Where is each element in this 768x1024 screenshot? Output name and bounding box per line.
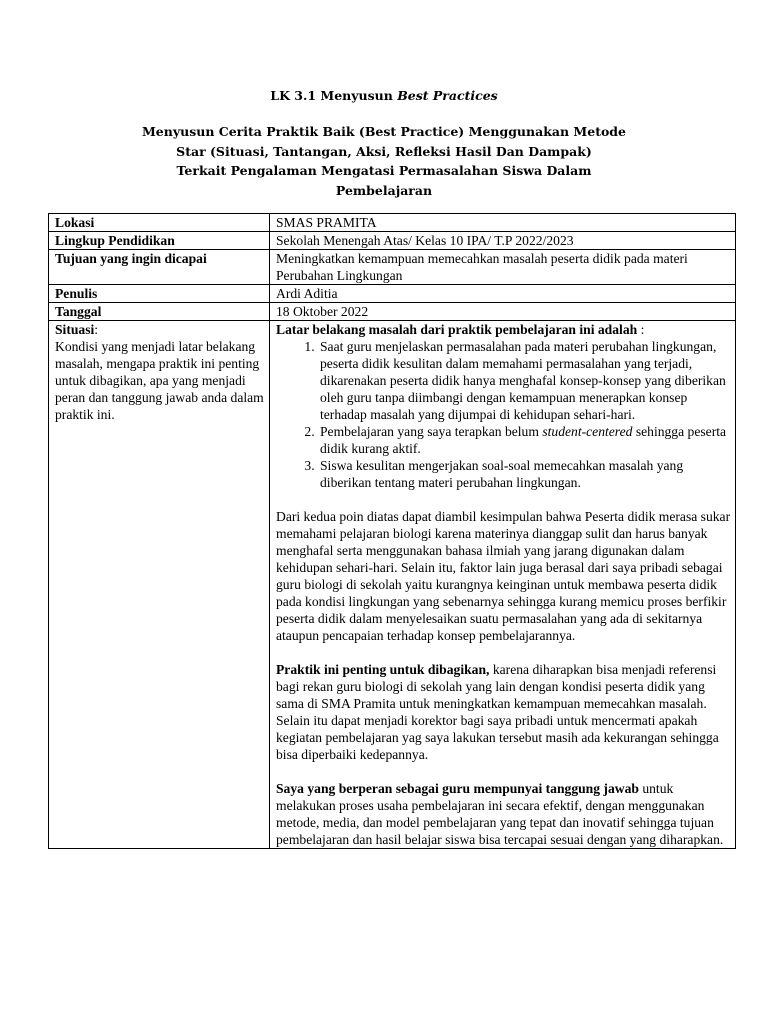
- situasi-description: Kondisi yang menjadi latar belakang masalah, mengapa praktik ini penting untuk dibagikan, apa yang menjadi peran dan tanggung jawab anda dalam praktik ini.: [55, 339, 264, 422]
- item-two-italic: student-centered: [542, 424, 633, 439]
- table-row-lingkup: [49, 232, 736, 250]
- item-two-end: sehingga peserta didik kurang aktif.: [320, 424, 727, 456]
- lokasi-label: Lokasi: [49, 214, 270, 232]
- penting-paragraph: [276, 661, 731, 763]
- latar-heading: Latar belakang masalah dari praktik pembelajaran ini adalah: [276, 322, 638, 337]
- peran-rest: untuk melakukan proses usaha pembelajaran ini secara efektif, dengan menggunakan metode, media, dan model pembelajaran yang tepat dan inovatif sehingga tujuan pembelajaran dan hasil belajar siswa bisa tercapai sesuai dengan yang diharapkan.: [276, 781, 724, 847]
- tujuan-label: Tujuan yang ingin dicapai: [49, 250, 270, 285]
- item-two-start: Pembelajaran yang saya terapkan belum: [320, 424, 543, 439]
- lingkup-value: Sekolah Menengah Atas/ Kelas 10 IPA/ T.P 2022/2023: [270, 232, 736, 250]
- penulis-value: Ardi Aditia: [270, 285, 736, 303]
- best-practice-table: [48, 213, 736, 849]
- situasi-colon: :: [94, 322, 99, 337]
- subtitle-line: Terkait Pengalaman Mengatasi Permasalahan Siswa Dalam: [176, 163, 592, 178]
- peran-paragraph: [276, 780, 731, 848]
- penting-bold: Praktik ini penting untuk dibagikan,: [276, 662, 490, 677]
- table-row-penulis: [49, 285, 736, 303]
- situasi-label: Situasi: [55, 322, 95, 337]
- list-item: [318, 423, 731, 457]
- tujuan-value: Meningkatkan kemampuan memecahkan masalah peserta didik pada materi Perubahan Lingkungan: [270, 250, 736, 285]
- subtitle-line: Menyusun Cerita Praktik Baik (Best Practice) Menggunakan Metode: [141, 124, 627, 139]
- title-italic: Best Practices: [397, 88, 498, 103]
- title-prefix: LK 3.1 Menyusun: [270, 88, 398, 103]
- conclusion-paragraph: Dari kedua poin diatas dapat diambil kesimpulan bahwa Peserta didik merasa sukar memahami pelajaran biologi karena materinya dianggap sulit dan harus banyak menghafal serta menggunakan bahasa ilmiah yang jarang digunakan dalam kehidupan sehari-hari. Selain itu, faktor lain juga berasal dari saya pribadi sebagai guru biologi di sekolah yaitu kurangnya keinginan untuk membawa peserta didik pada kondisi lingkungan yang sebenarnya sehingga kurang memicu proses berfikir peserta didik dalam menyelesaikan suatu permasalahan yang ada di sekitarnya ataupun pencapaian terhadap konsep pembelajarannya.: [276, 509, 731, 643]
- subtitle-line: Star (Situasi, Tantangan, Aksi, Refleksi Hasil Dan Dampak): [176, 143, 592, 159]
- list-item: 3. Siswa kesulitan mengerjakan soal-soal memecahkan masalah yang diberikan tentang materi perubahan lingkungan.: [318, 457, 731, 491]
- list-item: 1. Saat guru menjelaskan permasalahan pada materi perubahan lingkungan, peserta didik kesulitan dalam memahami permasalahan yang terjadi, dikarenakan peserta didik hanya menghafal konsep-konsep yang diberikan oleh guru tanpa diimbangi dengan kemampuan menerapkan konsep terhadap masalah yang dijumpai di kehidupan sehari-hari.: [318, 338, 731, 423]
- table-row-lokasi: [49, 214, 736, 232]
- problem-list: [276, 338, 731, 491]
- latar-heading-line: [276, 321, 731, 338]
- peran-bold: Saya yang berperan sebagai guru mempunyai tanggung jawab: [276, 781, 639, 796]
- latar-colon: :: [637, 322, 645, 337]
- table-row-tanggal: [49, 303, 736, 321]
- penulis-label: Penulis: [49, 285, 270, 303]
- tanggal-value: 18 Oktober 2022: [270, 303, 736, 321]
- document-title: [0, 88, 768, 103]
- lingkup-label: Lingkup Pendidikan: [49, 232, 270, 250]
- table-row-tujuan: [49, 250, 736, 285]
- tanggal-label: Tanggal: [49, 303, 270, 321]
- penting-rest: karena diharapkan bisa menjadi referensi bagi rekan guru biologi di sekolah yang lain dengan kondisi peserta didik yang sama di SMA Pramita untuk meningkatkan kemampuan memecahkan masalah. Selain itu dapat menjadi korektor bagi saya pribadi untuk mencermati apakah kegiatan pembelajaran yag saya lakukan tersebut masih ada kekurangan sehingga bisa diperbaiki kedepannya.: [276, 662, 719, 762]
- situasi-cell: [49, 321, 270, 849]
- situasi-content: [270, 321, 736, 849]
- document-subtitle: [0, 122, 768, 200]
- situasi-heading: [55, 321, 265, 338]
- subtitle-line: Pembelajaran: [335, 182, 433, 198]
- table-row-situasi: [49, 321, 736, 849]
- lokasi-value: SMAS PRAMITA: [270, 214, 736, 232]
